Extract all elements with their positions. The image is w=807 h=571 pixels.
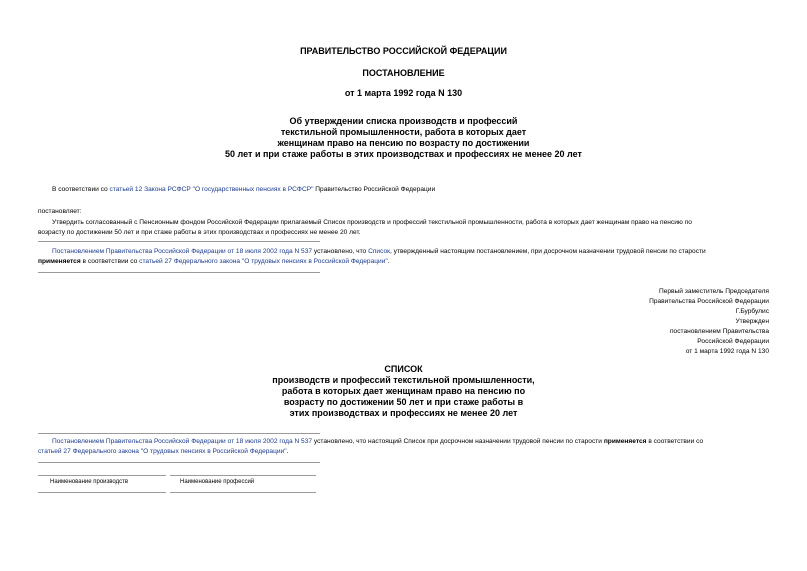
table-rule-right-top — [170, 475, 316, 476]
intro-suffix: Правительство Российской Федерации — [313, 186, 436, 193]
document-date: от 1 марта 1992 года N 130 — [344, 88, 463, 98]
document-title — [0, 116, 807, 160]
column-header-productions: Наименование производств — [50, 479, 129, 485]
decree-537-link[interactable]: Постановлением Правительства Российской Федерации от 18 июля 2002 года N 537 — [52, 248, 313, 255]
decree-text-line2: возрасту по достижении 50 лет и при стаже работы в этих производствах и профессиях не менее 20 лет. — [38, 229, 361, 236]
note2-divider-top — [38, 433, 320, 434]
decree-text-line1: Утвердить согласованный с Пенсионным фондом Российской Федерации прилагаемый Список производств и профессий текстильной промышленности, работа в которых дает женщинам право на пенсию по — [52, 219, 692, 226]
list-title: СПИСОК производств и профессий текстильной промышленности, работа в которых дает женщинам право на пенсию по возрасту по достижении 50 лет и при стаже работы в этих производствах и профессиях не менее 20 лет — [272, 364, 535, 418]
intro-prefix: В соответствии со — [52, 186, 110, 193]
table-rule-right-bottom — [170, 492, 316, 493]
note2-divider-bottom — [38, 462, 320, 463]
note2-line1: Постановлением Правительства Российской Федерации от 18 июля 2002 года N 537 установлено, что настоящий Список при досрочном назначении трудовой пенсии по старости применяется в соответствии со — [52, 438, 704, 445]
note1-line1: Постановлением Правительства Российской Федерации от 18 июля 2002 года N 537 установлено, что Список, утвержденный настоящим постановлением, при досрочном назначении трудовой пенсии по старости — [52, 248, 706, 255]
table-rule-left-bottom — [38, 492, 166, 493]
note-divider-bottom — [38, 272, 320, 273]
decree-label: постановляет: — [38, 208, 82, 215]
intro-paragraph — [52, 185, 435, 195]
note1-line2: применяется в соответствии со статьей 27 Федерального закона "О трудовых пенсиях в Российской Федерации". — [38, 258, 390, 265]
title-line: женщинам право на пенсию по возрасту по достижении — [277, 138, 530, 148]
federal-law-article-27-link[interactable]: статьей 27 Федерального закона "О трудовых пенсиях в Российской Федерации" — [139, 258, 388, 265]
title-line: текстильной промышленности, работа в которых дает — [280, 127, 527, 137]
title-line: Об утверждении списка производств и профессий — [289, 116, 518, 126]
title-line: 50 лет и при стаже работы в этих производствах и профессиях не менее 20 лет — [225, 149, 582, 159]
government-name: ПРАВИТЕЛЬСТВО РОССИЙСКОЙ ФЕДЕРАЦИИ — [300, 46, 507, 56]
note2-line2: статьей 27 Федерального закона "О трудовых пенсиях в Российской Федерации". — [38, 448, 289, 455]
list-link[interactable]: Список — [368, 248, 391, 255]
document-type: ПОСТАНОВЛЕНИЕ — [362, 68, 445, 78]
column-header-professions: Наименование профессий — [180, 479, 255, 485]
note-divider-top — [38, 241, 320, 242]
decree-537-link-2[interactable]: Постановлением Правительства Российской Федерации от 18 июля 2002 года N 537 — [52, 438, 313, 445]
table-rule-left-top — [38, 475, 166, 476]
signature-block: Первый заместитель Председателя Правительства Российской Федерации Г.Бурбулис Утвержден постановлением Правительства Российской Федерации от 1 марта 1992 года N 130 — [649, 288, 769, 355]
federal-law-article-27-link-2[interactable]: статьей 27 Федерального закона "О трудовых пенсиях в Российской Федерации" — [38, 448, 287, 455]
law-article-12-link[interactable]: статьей 12 Закона РСФСР "О государственных пенсиях в РСФСР" — [109, 186, 314, 193]
